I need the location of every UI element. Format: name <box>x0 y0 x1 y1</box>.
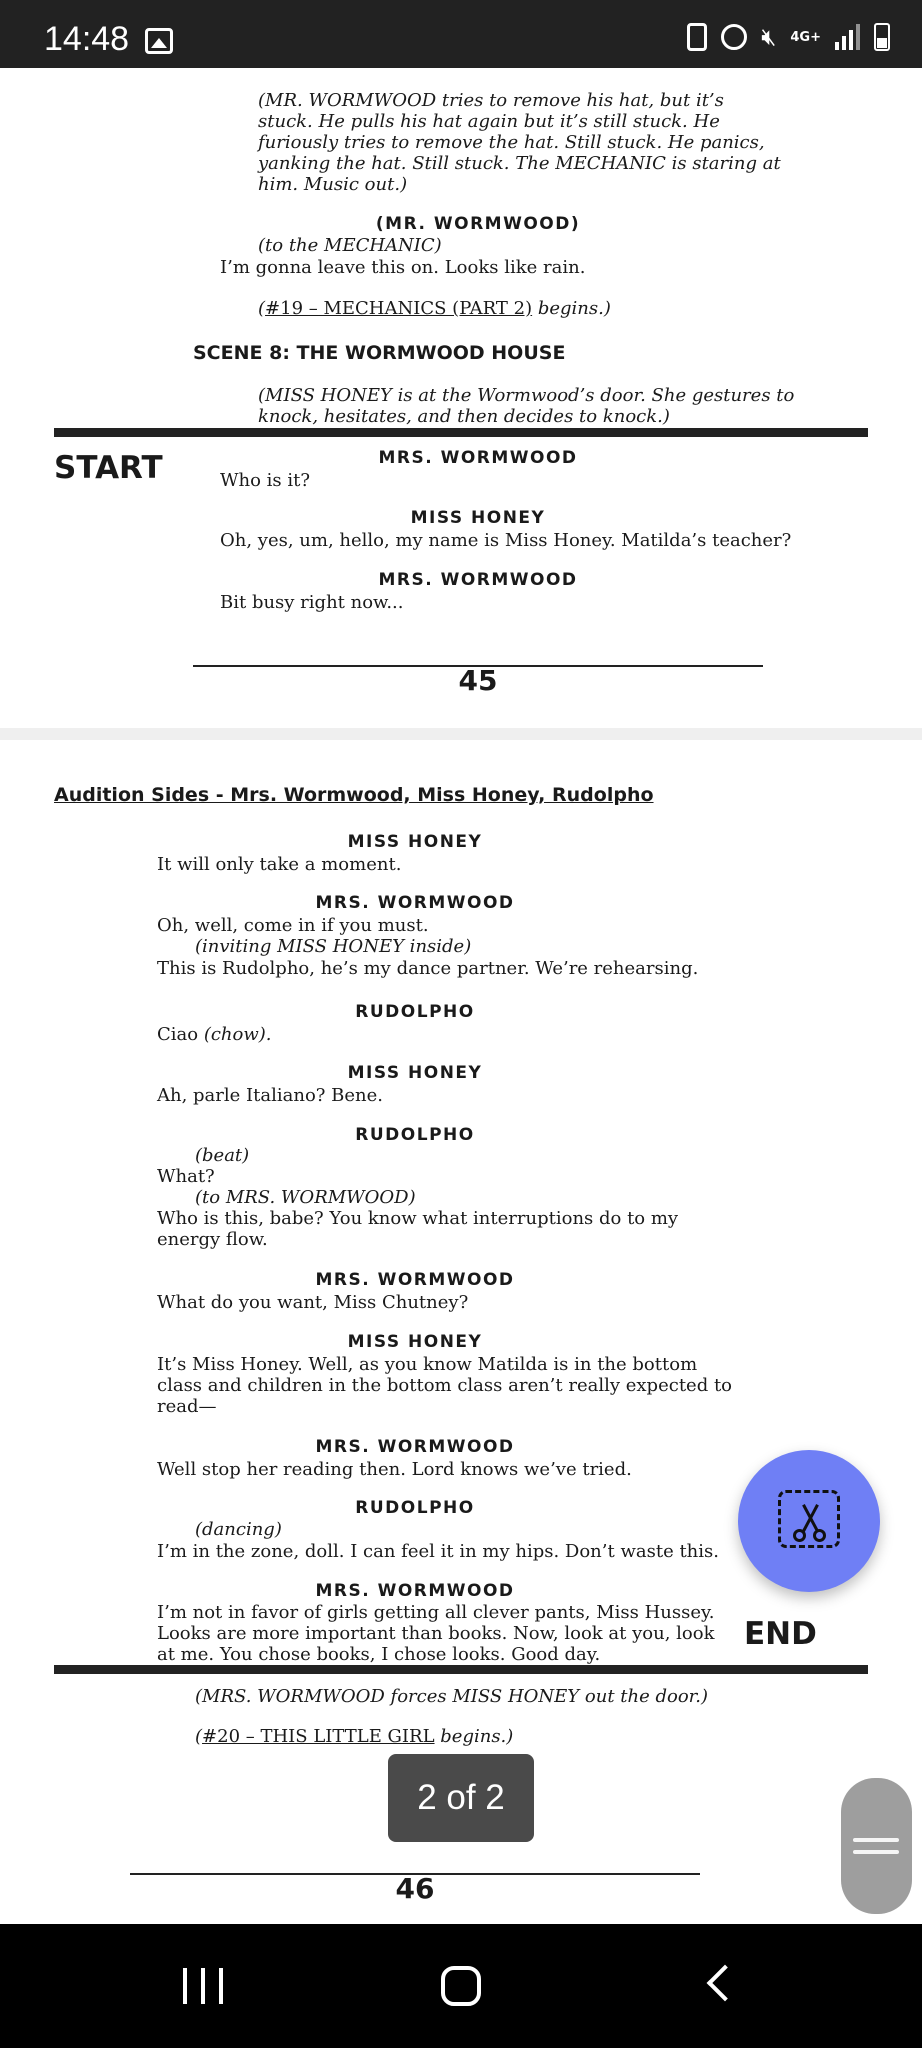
dialogue-line: What? <box>157 1166 215 1187</box>
music-cue <box>258 298 611 319</box>
character-name: MISS HONEY <box>347 832 483 852</box>
dialogue-line: Who is it? <box>220 470 311 491</box>
dialogue-line <box>157 1024 272 1045</box>
end-marker: END <box>744 1616 817 1652</box>
character-name: RUDOLPHO <box>355 1002 475 1022</box>
dialogue-block <box>157 1208 717 1250</box>
character-name: (MR. WORMWOOD) <box>375 214 581 234</box>
home-icon[interactable] <box>441 1966 481 2006</box>
stage-direction-knock <box>258 385 818 427</box>
dialogue-line: This is Rudolpho, he’s my dance partner. We’re rehearsing. <box>157 958 699 979</box>
dialogue-line: I’m in the zone, doll. I can feel it in my hips. Don’t waste this. <box>157 1541 719 1562</box>
dialogue-line: class and children in the bottom class aren’t really expected to <box>157 1375 733 1396</box>
mute-icon: 🔇︎ <box>761 23 777 51</box>
character-name: MRS. WORMWOOD <box>315 1581 515 1601</box>
dialogue-line: It will only take a moment. <box>157 854 402 875</box>
dialogue-text: Ciao <box>157 1024 204 1045</box>
pdf-page-45 <box>0 68 922 728</box>
music-cue-rest: begins.) <box>434 1726 514 1747</box>
dialogue-line: read— <box>157 1396 217 1417</box>
dialogue-line: at me. You chose books, I chose looks. Good day. <box>157 1644 601 1665</box>
back-icon[interactable] <box>707 1965 744 2002</box>
network-4g-icon: 4G+ <box>790 29 821 45</box>
end-bar <box>54 1665 868 1674</box>
parenthetical: (dancing) <box>195 1519 282 1540</box>
status-bar <box>0 0 922 68</box>
dialogue-line: Looks are more important than books. Now, look at you, look <box>157 1623 715 1644</box>
recents-icon[interactable] <box>183 1968 223 2004</box>
music-cue-open: ( <box>258 298 266 319</box>
dialogue-line: Who is this, babe? You know what interruptions do to my <box>157 1208 679 1229</box>
gallery-icon <box>145 28 173 54</box>
navigation-bar <box>0 1924 922 2048</box>
status-icons <box>687 22 890 52</box>
character-name: MISS HONEY <box>410 508 546 528</box>
dialogue-block <box>157 1354 737 1417</box>
dialogue-line: Oh, well, come in if you must. <box>157 915 429 936</box>
direction-line: him. Music out.) <box>258 174 408 195</box>
music-cue-rest: begins.) <box>532 298 611 319</box>
start-marker: START <box>54 450 163 486</box>
dialogue-line: energy flow. <box>157 1229 268 1250</box>
signal-icon <box>835 24 860 50</box>
battery-saver-icon <box>687 23 707 51</box>
music-cue-title: #19 – MECHANICS (PART 2) <box>265 298 533 319</box>
character-name: MRS. WORMWOOD <box>315 1270 515 1290</box>
music-cue <box>195 1726 513 1747</box>
parenthetical: (to MRS. WORMWOOD) <box>195 1187 416 1208</box>
dialogue-line: Oh, yes, um, hello, my name is Miss Honey. Matilda’s teacher? <box>220 530 792 551</box>
music-cue-title: #20 – THIS LITTLE GIRL <box>202 1726 435 1747</box>
direction-line: knock, hesitates, and then decides to knock.) <box>258 406 670 427</box>
direction-line: furiously tries to remove the hat. Still stuck. He panics, <box>258 132 765 153</box>
dialogue-line: Bit busy right now... <box>220 592 404 613</box>
direction-line: (MR. WORMWOOD tries to remove his hat, but it’s <box>258 90 724 111</box>
direction-line: yanking the hat. Still stuck. The MECHANIC is staring at <box>258 153 781 174</box>
dialogue-line: I’m gonna leave this on. Looks like rain. <box>220 257 586 278</box>
start-bar <box>54 428 868 437</box>
character-name: MISS HONEY <box>347 1063 483 1083</box>
battery-icon <box>874 23 890 51</box>
page-number: 45 <box>458 664 498 697</box>
dialogue-line: Ah, parle Italiano? Bene. <box>157 1085 383 1106</box>
status-time: 14:48 <box>44 20 130 58</box>
dialogue-pronunciation: (chow). <box>203 1024 272 1045</box>
fast-scroll-handle[interactable] <box>841 1778 912 1914</box>
audition-sides-header: Audition Sides - Mrs. Wormwood, Miss Honey, Rudolpho <box>54 784 654 806</box>
direction-line: (MISS HONEY is at the Wormwood’s door. She gestures to <box>258 385 795 406</box>
character-name: RUDOLPHO <box>355 1125 475 1145</box>
page-indicator: 2 of 2 <box>388 1754 534 1842</box>
drag-handle-icon <box>853 1838 899 1842</box>
character-name: MRS. WORMWOOD <box>315 893 515 913</box>
dialogue-line: What do you want, Miss Chutney? <box>157 1292 469 1313</box>
scene-heading: SCENE 8: THE WORMWOOD HOUSE <box>193 342 566 364</box>
dialogue-line: Well stop her reading then. Lord knows we’ve tried. <box>157 1459 632 1480</box>
screenshot-crop-icon <box>778 1490 840 1548</box>
drag-handle-icon <box>853 1850 899 1854</box>
screenshot-capture-button[interactable] <box>738 1450 880 1592</box>
character-name: MRS. WORMWOOD <box>378 448 578 468</box>
dialogue-line: I’m not in favor of girls getting all clever pants, Miss Hussey. <box>157 1602 715 1623</box>
character-name: RUDOLPHO <box>355 1498 475 1518</box>
character-name: MISS HONEY <box>347 1332 483 1352</box>
character-name: MRS. WORMWOOD <box>378 570 578 590</box>
parenthetical: (beat) <box>195 1145 250 1166</box>
dialogue-line: It’s Miss Honey. Well, as you know Matilda is in the bottom <box>157 1354 698 1375</box>
parenthetical: (to the MECHANIC) <box>258 235 442 256</box>
music-cue-open: ( <box>195 1726 203 1747</box>
character-name: MRS. WORMWOOD <box>315 1437 515 1457</box>
page-number: 46 <box>395 1872 435 1905</box>
pdf-page-46 <box>0 740 922 1924</box>
stage-direction-hat <box>258 90 818 195</box>
alarm-icon <box>721 24 747 50</box>
parenthetical: (inviting MISS HONEY inside) <box>195 936 472 957</box>
dialogue-block <box>157 1602 737 1665</box>
page-separator <box>0 728 922 740</box>
direction-line: stuck. He pulls his hat again but it’s still stuck. He <box>258 111 720 132</box>
stage-direction: (MRS. WORMWOOD forces MISS HONEY out the door.) <box>195 1686 709 1707</box>
